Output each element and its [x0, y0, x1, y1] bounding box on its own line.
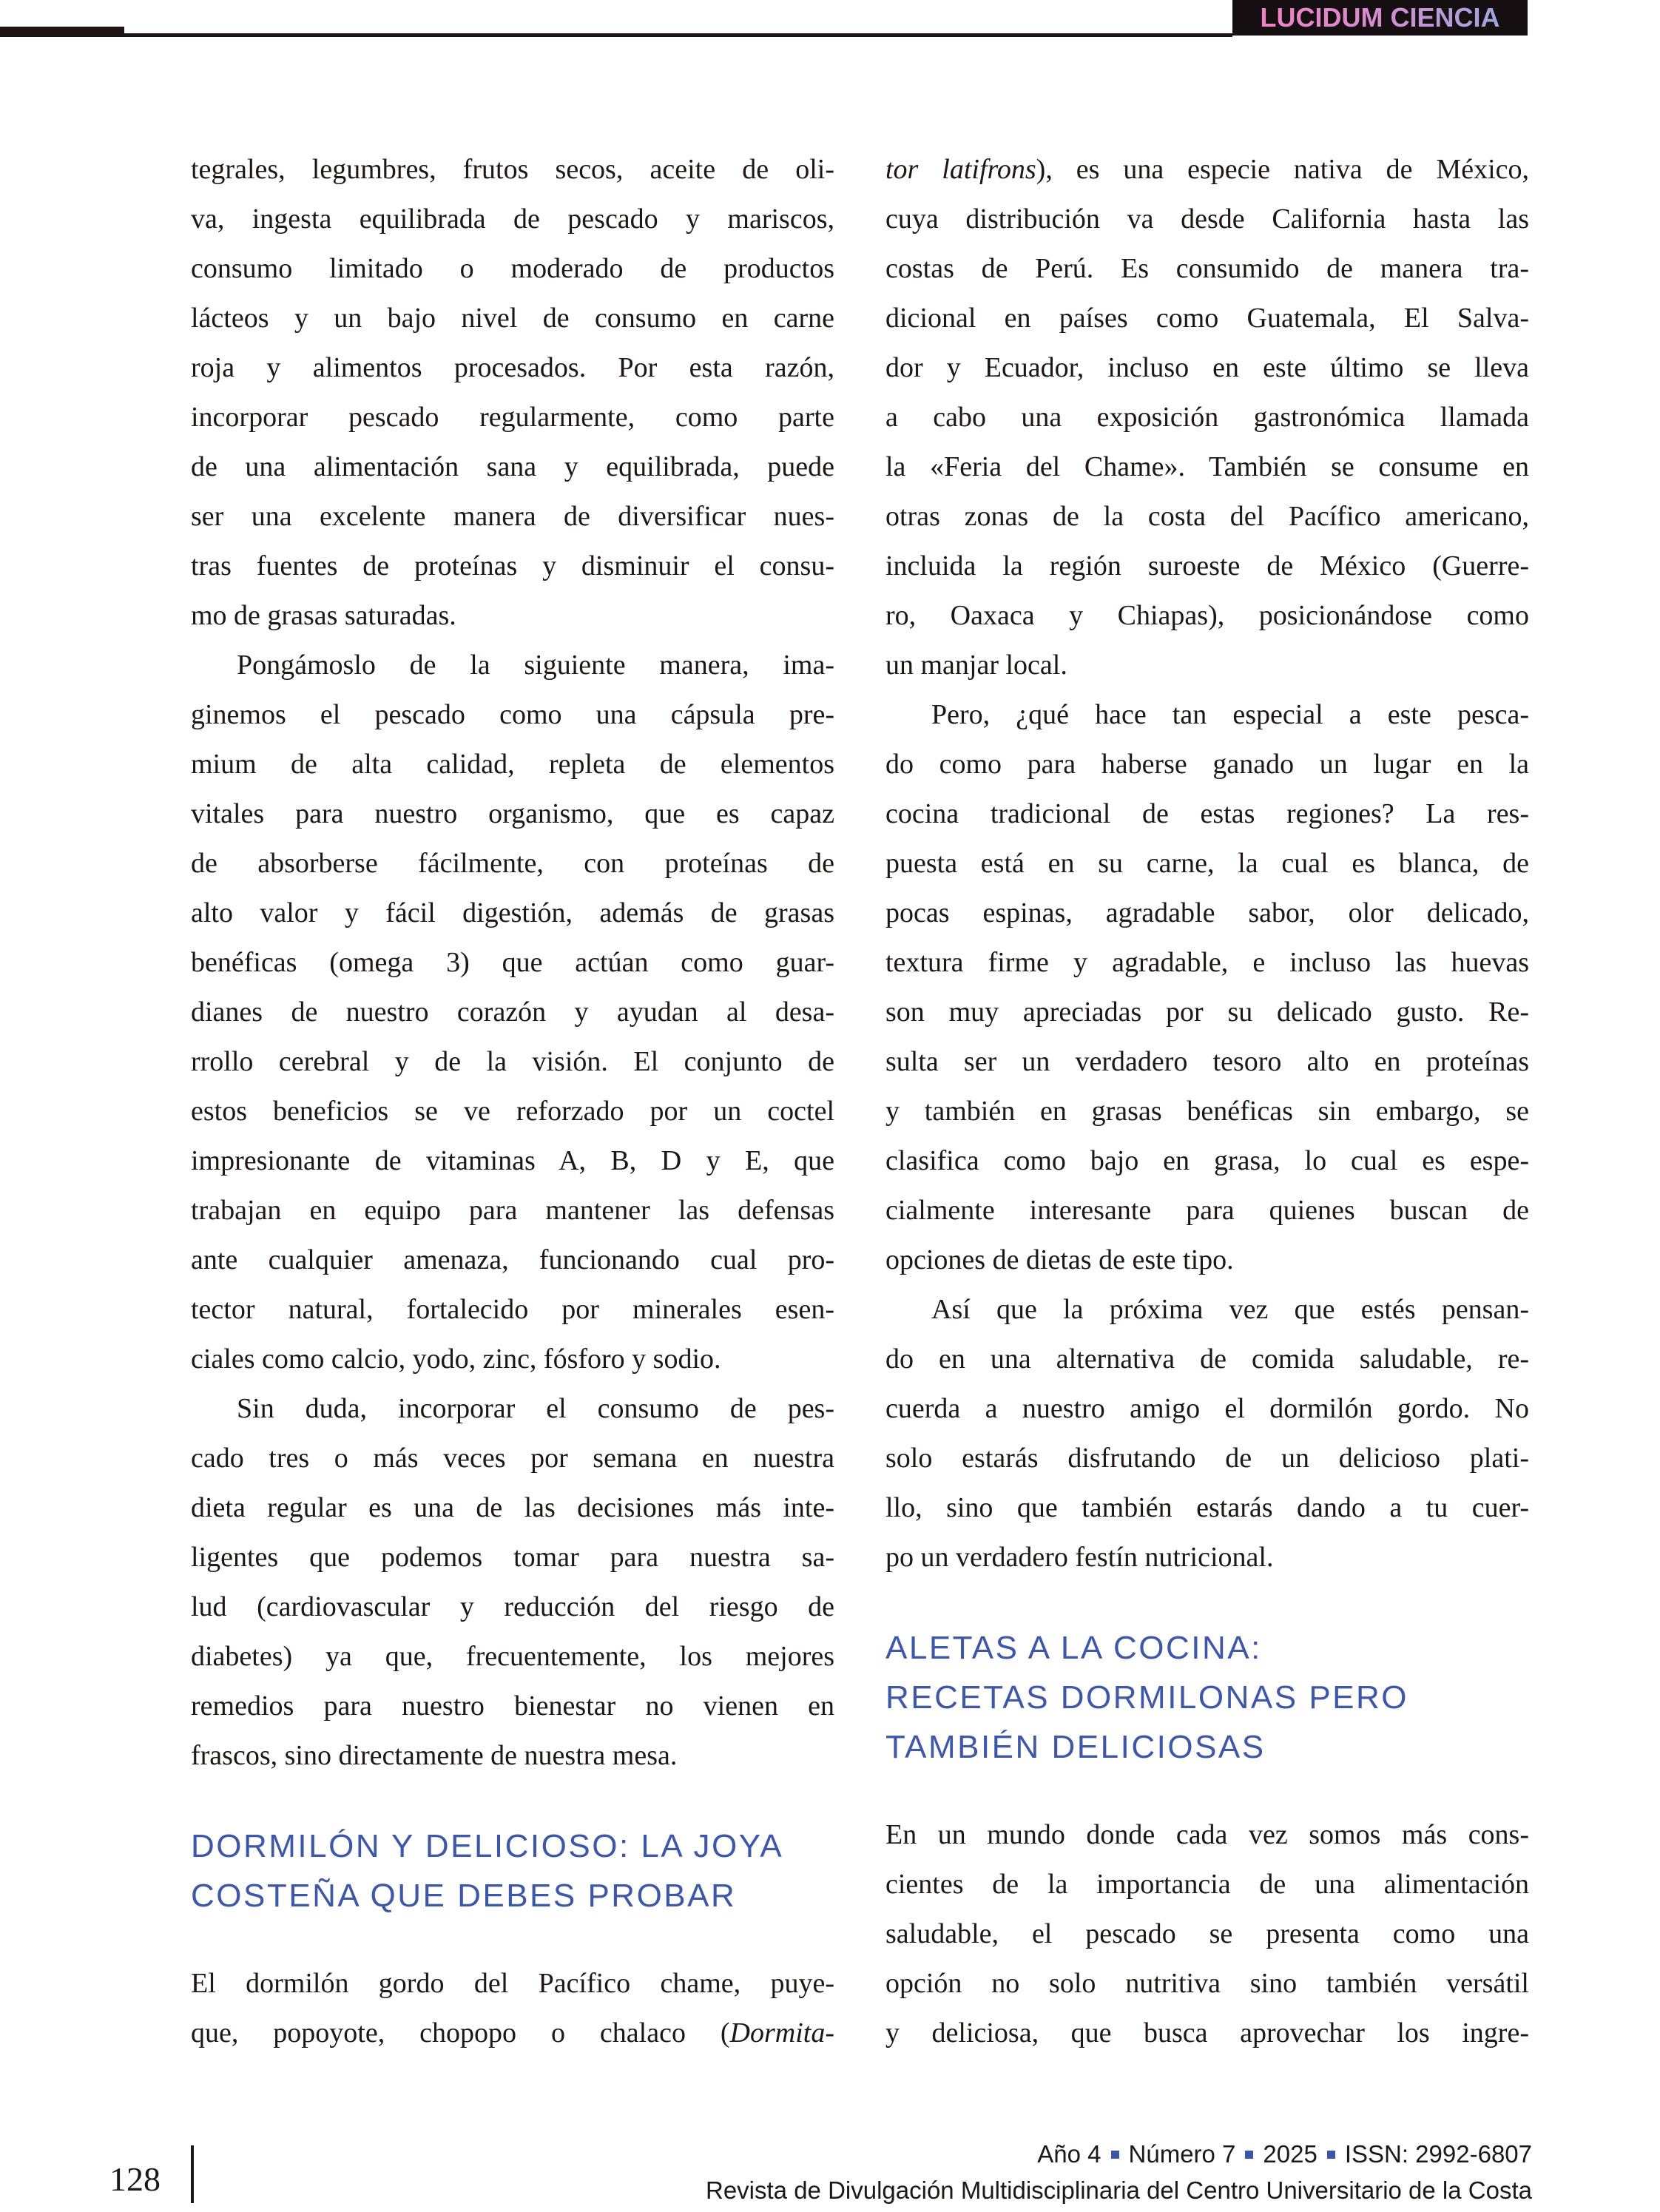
text-segment: Pero, ¿qué hace tan especial a este pesca-	[931, 699, 1529, 730]
text-segment: opciones de dietas de este tipo.	[885, 1244, 1234, 1275]
text-segment: rrollo cerebral y de la visión. El conjunto de	[191, 1046, 834, 1077]
body-paragraph	[191, 1959, 834, 2058]
text-line	[191, 294, 834, 343]
text-segment: incorporar pescado regularmente, como parte	[191, 402, 834, 433]
page-number-divider	[191, 2145, 194, 2203]
text-line	[885, 542, 1529, 591]
text-segment: costas de Perú. Es consumido de manera tra-	[885, 253, 1529, 284]
text-line	[191, 343, 834, 393]
text-column-left	[191, 145, 834, 2058]
text-segment: Así que la próxima vez que estés pensan-	[931, 1294, 1529, 1325]
text-line	[191, 839, 834, 888]
text-line	[885, 1037, 1529, 1087]
section-heading	[191, 1821, 834, 1921]
text-line	[885, 938, 1529, 988]
text-line	[191, 1235, 834, 1285]
text-line	[885, 343, 1529, 393]
text-line	[191, 1483, 834, 1533]
text-segment: a cabo una exposición gastronómica llamada	[885, 402, 1529, 433]
masthead-badge	[1232, 0, 1528, 36]
body-paragraph	[191, 1384, 834, 1781]
text-line	[191, 1959, 834, 2009]
heading-line	[885, 1623, 1529, 1673]
text-segment: solo estarás disfrutando de un delicioso plati-	[885, 1443, 1529, 1474]
page-number: 128	[109, 2160, 161, 2198]
text-line	[191, 988, 834, 1037]
text-segment: DORMILÓN Y DELICIOSO: LA JOYA	[191, 1828, 784, 1864]
text-line	[191, 740, 834, 789]
text-line	[885, 1186, 1529, 1235]
text-line	[885, 1860, 1529, 1909]
text-segment: dor y Ecuador, incluso en este último se lleva	[885, 352, 1529, 383]
text-segment: ante cualquier amenaza, funcionando cual pro-	[191, 1244, 834, 1275]
text-segment: do como para haberse ganado un lugar en la	[885, 749, 1529, 780]
text-segment: frascos, sino directamente de nuestra mesa.	[191, 1740, 678, 1771]
text-segment: dieta regular es una de las decisiones más inte-	[191, 1492, 834, 1523]
text-segment: son muy apreciadas por su delicado gusto. Re-	[885, 997, 1529, 1028]
text-line	[885, 294, 1529, 343]
heading-line	[885, 1673, 1529, 1722]
text-segment: diabetes) ya que, frecuentemente, los mejores	[191, 1641, 834, 1672]
text-line	[885, 195, 1529, 244]
text-segment: lácteos y un bajo nivel de consumo en carne	[191, 303, 834, 334]
text-segment: cuya distribución va desde California hasta las	[885, 203, 1529, 235]
text-line	[191, 1731, 834, 1781]
text-segment: consumo limitado o moderado de productos	[191, 253, 834, 284]
text-segment: remedios para nuestro bienestar no vienen en	[191, 1690, 834, 1722]
text-line	[191, 442, 834, 492]
text-line	[885, 1434, 1529, 1483]
text-line	[191, 888, 834, 938]
text-line	[191, 2009, 834, 2058]
text-segment: dicional en países como Guatemala, El Salva-	[885, 303, 1529, 334]
text-segment: tector natural, fortalecido por minerales esen-	[191, 1294, 834, 1325]
text-line	[191, 1285, 834, 1335]
text-segment: cientes de la importancia de una alimentación	[885, 1869, 1529, 1900]
text-line	[191, 641, 834, 690]
text-segment: dianes de nuestro corazón y ayudan al desa-	[191, 997, 834, 1028]
text-line	[885, 789, 1529, 839]
text-line	[885, 1533, 1529, 1582]
footer-issue-number: Número 7	[1128, 2140, 1236, 2168]
text-line	[191, 244, 834, 294]
italic-text: Dormita-	[729, 2017, 834, 2049]
text-segment: ginemos el pescado como una cápsula pre-	[191, 699, 834, 730]
text-line	[885, 1810, 1529, 1860]
text-segment: y deliciosa, que busca aprovechar los ingre-	[885, 2017, 1529, 2049]
text-line	[191, 1582, 834, 1632]
square-separator-icon	[1111, 2151, 1119, 2159]
text-segment: TAMBIÉN DELICIOSAS	[885, 1729, 1266, 1765]
text-line	[885, 244, 1529, 294]
text-line	[885, 641, 1529, 690]
text-line	[885, 1909, 1529, 1959]
text-line	[191, 1434, 834, 1483]
text-segment: benéficas (omega 3) que actúan como guar-	[191, 947, 834, 978]
body-paragraph	[191, 145, 834, 641]
text-segment: opción no solo nutritiva sino también versátil	[885, 1968, 1529, 1999]
footer-year: Año 4	[1037, 2140, 1101, 2168]
text-segment: impresionante de vitaminas A, B, D y E, que	[191, 1145, 834, 1176]
text-line	[885, 492, 1529, 542]
text-segment: ser una excelente manera de diversificar nues-	[191, 501, 834, 532]
text-segment: ciales como calcio, yodo, zinc, fósforo y sodio.	[191, 1343, 721, 1375]
section-heading	[885, 1623, 1529, 1772]
text-segment: COSTEÑA QUE DEBES PROBAR	[191, 1878, 737, 1914]
text-line	[191, 1037, 834, 1087]
text-line	[191, 938, 834, 988]
text-segment: cado tres o más veces por semana en nuestra	[191, 1443, 834, 1474]
text-segment: Pongámoslo de la siguiente manera, ima-	[237, 650, 834, 681]
text-line	[885, 988, 1529, 1037]
text-segment: incluida la región suroeste de México (Guerre-	[885, 550, 1529, 581]
text-line	[191, 1186, 834, 1235]
text-segment: textura firme y agradable, e incluso las huevas	[885, 947, 1529, 978]
text-line	[191, 145, 834, 195]
text-segment: y también en grasas benéficas sin embargo, se	[885, 1096, 1529, 1127]
text-line	[191, 1682, 834, 1731]
body-paragraph	[885, 1810, 1529, 2058]
text-line	[885, 442, 1529, 492]
text-line	[885, 145, 1529, 195]
text-segment: mo de grasas saturadas.	[191, 600, 456, 631]
text-segment: po un verdadero festín nutricional.	[885, 1542, 1274, 1573]
text-line	[191, 1136, 834, 1186]
body-paragraph	[885, 690, 1529, 1285]
text-segment: do en una alternativa de comida saludable, re-	[885, 1343, 1529, 1375]
text-line	[191, 195, 834, 244]
text-segment: ), es una especie nativa de México,	[1036, 154, 1529, 185]
text-line	[191, 690, 834, 740]
italic-text: tor latifrons	[885, 154, 1036, 185]
text-segment: clasifica como bajo en grasa, lo cual es espe-	[885, 1145, 1529, 1176]
text-line	[885, 1483, 1529, 1533]
text-segment: roja y alimentos procesados. Por esta razón,	[191, 352, 834, 383]
text-line	[191, 591, 834, 641]
text-line	[191, 492, 834, 542]
footer-edition-year: 2025	[1263, 2140, 1317, 2168]
body-paragraph	[191, 641, 834, 1384]
heading-line	[191, 1821, 834, 1871]
text-line	[885, 1335, 1529, 1384]
text-segment: saludable, el pescado se presenta como una	[885, 1918, 1529, 1949]
text-segment: tegrales, legumbres, frutos secos, aceite de oli-	[191, 154, 834, 185]
heading-line	[191, 1871, 834, 1921]
footer-journal-name: Revista de Divulgación Multidisciplinaria del Centro Universitario de la Costa	[705, 2176, 1532, 2204]
text-segment: El dormilón gordo del Pacífico chame, puye-	[191, 1968, 834, 1999]
text-line	[885, 1959, 1529, 2009]
text-line	[885, 1235, 1529, 1285]
text-line	[191, 1533, 834, 1582]
text-line	[885, 1285, 1529, 1335]
text-segment: que, popoyote, chopopo o chalaco (	[191, 2017, 730, 2049]
text-line	[191, 1087, 834, 1136]
footer-issue-line	[706, 2138, 1532, 2171]
masthead-title: LUCIDUM CIENCIA	[1260, 2, 1500, 33]
text-segment: vitales para nuestro organismo, que es capaz	[191, 798, 834, 829]
square-separator-icon	[1245, 2151, 1253, 2159]
text-segment: la «Feria del Chame». También se consume en	[885, 451, 1529, 482]
text-line	[885, 690, 1529, 740]
text-line	[191, 393, 834, 442]
text-segment: sulta ser un verdadero tesoro alto en proteínas	[885, 1046, 1529, 1077]
header-rule-thin	[124, 33, 1232, 37]
text-segment: alto valor y fácil digestión, además de grasas	[191, 897, 834, 928]
text-line	[191, 1384, 834, 1434]
text-line	[885, 393, 1529, 442]
text-line	[885, 888, 1529, 938]
text-segment: mium de alta calidad, repleta de elementos	[191, 749, 834, 780]
text-segment: cialmente interesante para quienes buscan de	[885, 1195, 1529, 1226]
text-segment: trabajan en equipo para mantener las defensas	[191, 1195, 834, 1226]
text-segment: llo, sino que también estarás dando a tu cuer-	[885, 1492, 1529, 1523]
text-segment: En un mundo donde cada vez somos más cons-	[885, 1819, 1529, 1850]
text-line	[885, 2009, 1529, 2058]
text-segment: cuerda a nuestro amigo el dormilón gordo. No	[885, 1393, 1529, 1424]
heading-line	[885, 1722, 1529, 1772]
text-segment: tras fuentes de proteínas y disminuir el consu-	[191, 550, 834, 581]
text-segment: RECETAS DORMILONAS PERO	[885, 1679, 1409, 1716]
text-line	[885, 1087, 1529, 1136]
text-segment: ligentes que podemos tomar para nuestra sa-	[191, 1542, 834, 1573]
text-segment: cocina tradicional de estas regiones? La res-	[885, 798, 1529, 829]
text-line	[191, 1632, 834, 1682]
footer-issn: ISSN: 2992-6807	[1344, 2140, 1532, 2168]
text-segment: ALETAS A LA COCINA:	[885, 1630, 1262, 1666]
text-segment: pocas espinas, agradable sabor, olor delicado,	[885, 897, 1529, 928]
text-segment: de una alimentación sana y equilibrada, puede	[191, 451, 834, 482]
body-paragraph	[885, 1285, 1529, 1582]
text-segment: puesta está en su carne, la cual es blanca, de	[885, 848, 1529, 879]
text-line	[885, 740, 1529, 789]
text-line	[885, 591, 1529, 641]
square-separator-icon	[1327, 2151, 1335, 2159]
text-column-right	[885, 145, 1529, 2058]
text-segment: un manjar local.	[885, 650, 1067, 681]
text-segment: lud (cardiovascular y reducción del riesgo de	[191, 1591, 834, 1622]
text-line	[191, 542, 834, 591]
text-segment: otras zonas de la costa del Pacífico americano,	[885, 501, 1529, 532]
text-line	[885, 839, 1529, 888]
body-paragraph	[885, 145, 1529, 690]
text-segment: de absorberse fácilmente, con proteínas de	[191, 848, 834, 879]
text-line	[885, 1136, 1529, 1186]
text-line	[191, 1335, 834, 1384]
text-segment: estos beneficios se ve reforzado por un coctel	[191, 1096, 834, 1127]
footer-issue-info	[706, 2138, 1532, 2207]
text-line	[191, 789, 834, 839]
text-segment: ro, Oaxaca y Chiapas), posicionándose como	[885, 600, 1529, 631]
text-segment: Sin duda, incorporar el consumo de pes-	[237, 1393, 834, 1424]
header-rule-thick	[0, 27, 124, 37]
text-line	[885, 1384, 1529, 1434]
text-segment: va, ingesta equilibrada de pescado y mariscos,	[191, 203, 834, 235]
